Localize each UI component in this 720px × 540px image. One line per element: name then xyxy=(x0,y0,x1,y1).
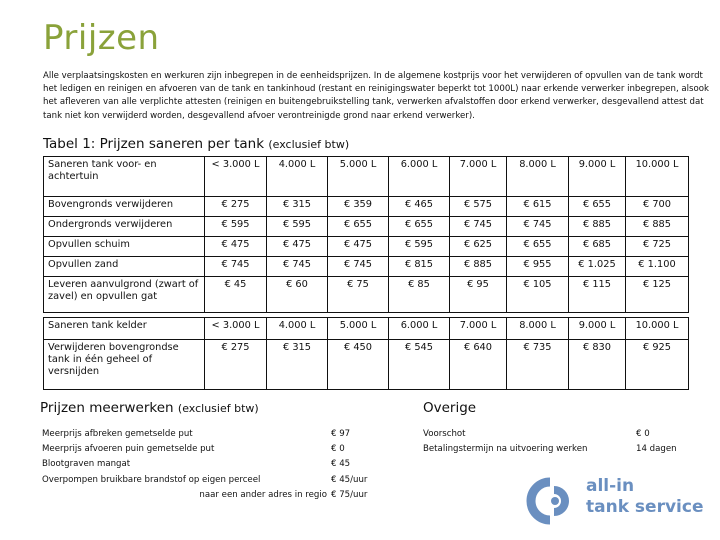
price-cell: € 60 xyxy=(267,277,328,313)
price-cell: € 315 xyxy=(267,197,328,217)
price-cell: € 75 xyxy=(328,277,389,313)
meerwerken-item-label: Blootgraven mangat xyxy=(42,459,131,470)
price-cell: € 1.100 xyxy=(626,257,689,277)
table-row xyxy=(44,197,689,217)
price-cell: € 475 xyxy=(205,237,267,257)
price-cell: € 275 xyxy=(205,340,267,390)
price-cell: € 115 xyxy=(569,277,626,313)
price-cell: € 95 xyxy=(450,277,507,313)
table1-title xyxy=(43,136,349,152)
price-cell: < 3.000 L xyxy=(205,157,267,197)
price-cell: 9.000 L xyxy=(569,318,626,340)
row-label-cell: Saneren tank kelder xyxy=(44,318,205,340)
price-cell: € 125 xyxy=(626,277,689,313)
price-cell: € 700 xyxy=(626,197,689,217)
page-title: Prijzen xyxy=(43,18,160,58)
table-header-row xyxy=(44,157,689,197)
table-row xyxy=(44,237,689,257)
price-cell: € 655 xyxy=(328,217,389,237)
row-label-cell: Ondergronds verwijderen xyxy=(44,217,205,237)
price-cell: € 105 xyxy=(507,277,569,313)
price-cell: € 450 xyxy=(328,340,389,390)
meerwerken-item-label: Meerprijs afvoeren puin gemetselde put xyxy=(42,444,215,455)
price-cell: € 735 xyxy=(507,340,569,390)
price-cell: € 45 xyxy=(205,277,267,313)
price-cell: € 615 xyxy=(507,197,569,217)
price-cell: 5.000 L xyxy=(328,318,389,340)
price-cell: < 3.000 L xyxy=(205,318,267,340)
price-cell: 5.000 L xyxy=(328,157,389,197)
table-row xyxy=(44,340,689,390)
row-label-cell: Verwijderen bovengrondse tank in één geheel of versnijden xyxy=(44,340,205,390)
meerwerken-item-label: naar een ander adres in regio xyxy=(199,489,327,500)
row-label-cell: Opvullen schuim xyxy=(44,237,205,257)
price-cell: € 815 xyxy=(389,257,450,277)
table-row xyxy=(44,257,689,277)
price-cell: € 595 xyxy=(205,217,267,237)
price-cell: € 475 xyxy=(328,237,389,257)
price-cell: € 315 xyxy=(267,340,328,390)
price-cell: 8.000 L xyxy=(507,157,569,197)
price-cell: € 745 xyxy=(450,217,507,237)
overige-item-label: Betalingstermijn na uitvoering werken xyxy=(423,444,588,455)
meerwerken-title-main: Prijzen meerwerken xyxy=(40,400,174,416)
price-cell: € 545 xyxy=(389,340,450,390)
price-cell: € 745 xyxy=(507,217,569,237)
price-cell: € 1.025 xyxy=(569,257,626,277)
meerwerken-item-value: € 0 xyxy=(331,444,345,455)
price-cell: € 830 xyxy=(569,340,626,390)
price-cell: € 85 xyxy=(389,277,450,313)
overige-item-value: € 0 xyxy=(636,429,650,439)
meerwerken-labels xyxy=(42,427,327,503)
price-cell: 6.000 L xyxy=(389,318,450,340)
logo-mark-icon xyxy=(524,476,580,526)
table-row xyxy=(44,277,689,313)
price-cell: € 885 xyxy=(569,217,626,237)
meerwerken-title xyxy=(40,400,259,416)
sanering-price-table xyxy=(43,156,689,313)
row-label-cell: Opvullen zand xyxy=(44,257,205,277)
price-cell: € 655 xyxy=(569,197,626,217)
table1-title-sub: (exclusief btw) xyxy=(268,138,350,151)
price-cell: 7.000 L xyxy=(450,318,507,340)
intro-paragraph: Alle verplaatsingskosten en werkuren zijn inbegrepen in de eenheidsprijzen. In de algemene kostprijs voor het verwijderen of opvullen van de tank wordt het ledigen en reinigen en afvoeren van de tank en tankinhoud (restant en reinigingswater beperkt tot 1000L) naar erkende verwerker inbegrepen, alsook het afleveren van alle verplichte attesten (reinigen en buitengebruikstelling tank, verwerken afvalstoffen door erkend verwerker, desgevallend attest dat tank niet kon verwijderd worden, desgevallend afvoer verontreinigde grond naar erkend verwerker). xyxy=(43,71,710,121)
row-label-cell: Saneren tank voor- en achtertuin xyxy=(44,157,205,197)
overige-item-value: 14 dagen xyxy=(636,444,677,455)
price-cell: 8.000 L xyxy=(507,318,569,340)
price-cell: € 465 xyxy=(389,197,450,217)
overige-item-label: Voorschot xyxy=(423,429,466,439)
logo-text-line2: tank service xyxy=(586,497,704,517)
price-cell: € 745 xyxy=(267,257,328,277)
table1-title-main: Tabel 1: Prijzen saneren per tank xyxy=(43,136,265,152)
meerwerken-item-value: € 45/uur xyxy=(331,474,368,485)
price-cell: 4.000 L xyxy=(267,157,328,197)
price-cell: 7.000 L xyxy=(450,157,507,197)
price-cell: € 595 xyxy=(389,237,450,257)
price-cell: € 955 xyxy=(507,257,569,277)
meerwerken-title-sub: (exclusief btw) xyxy=(177,402,259,415)
price-cell: € 885 xyxy=(450,257,507,277)
price-cell: € 725 xyxy=(626,237,689,257)
price-cell: € 475 xyxy=(267,237,328,257)
logo-text-line1: all-in xyxy=(586,476,635,496)
overige-labels xyxy=(423,427,623,457)
meerwerken-item-value: € 45 xyxy=(331,459,351,470)
table-row xyxy=(44,217,689,237)
price-cell: 9.000 L xyxy=(569,157,626,197)
row-label-cell: Leveren aanvulgrond (zwart of zavel) en opvullen gat xyxy=(44,277,205,313)
table-header-row xyxy=(44,318,689,340)
price-cell: € 655 xyxy=(389,217,450,237)
price-cell: € 745 xyxy=(205,257,267,277)
price-cell: € 885 xyxy=(626,217,689,237)
price-cell: € 925 xyxy=(626,340,689,390)
meerwerken-item-label: Meerprijs afbreken gemetselde put xyxy=(42,429,193,439)
price-cell: 4.000 L xyxy=(267,318,328,340)
meerwerken-item-label: Overpompen bruikbare brandstof op eigen perceel xyxy=(42,474,261,485)
price-cell: € 625 xyxy=(450,237,507,257)
price-cell: € 655 xyxy=(507,237,569,257)
overige-title: Overige xyxy=(423,400,477,416)
price-cell: € 640 xyxy=(450,340,507,390)
price-cell: € 595 xyxy=(267,217,328,237)
price-cell: € 575 xyxy=(450,197,507,217)
meerwerken-item-value: € 75/uur xyxy=(331,489,368,500)
overige-values xyxy=(636,427,696,457)
price-cell: 10.000 L xyxy=(626,157,689,197)
kelder-price-table xyxy=(43,317,689,390)
price-cell: 6.000 L xyxy=(389,157,450,197)
row-label-cell: Bovengronds verwijderen xyxy=(44,197,205,217)
price-cell: € 275 xyxy=(205,197,267,217)
price-cell: € 359 xyxy=(328,197,389,217)
meerwerken-item-value: € 97 xyxy=(331,429,351,439)
price-cell: € 685 xyxy=(569,237,626,257)
all-in-tank-service-logo xyxy=(524,476,714,526)
price-cell: 10.000 L xyxy=(626,318,689,340)
price-cell: € 745 xyxy=(328,257,389,277)
meerwerken-values xyxy=(331,427,391,503)
